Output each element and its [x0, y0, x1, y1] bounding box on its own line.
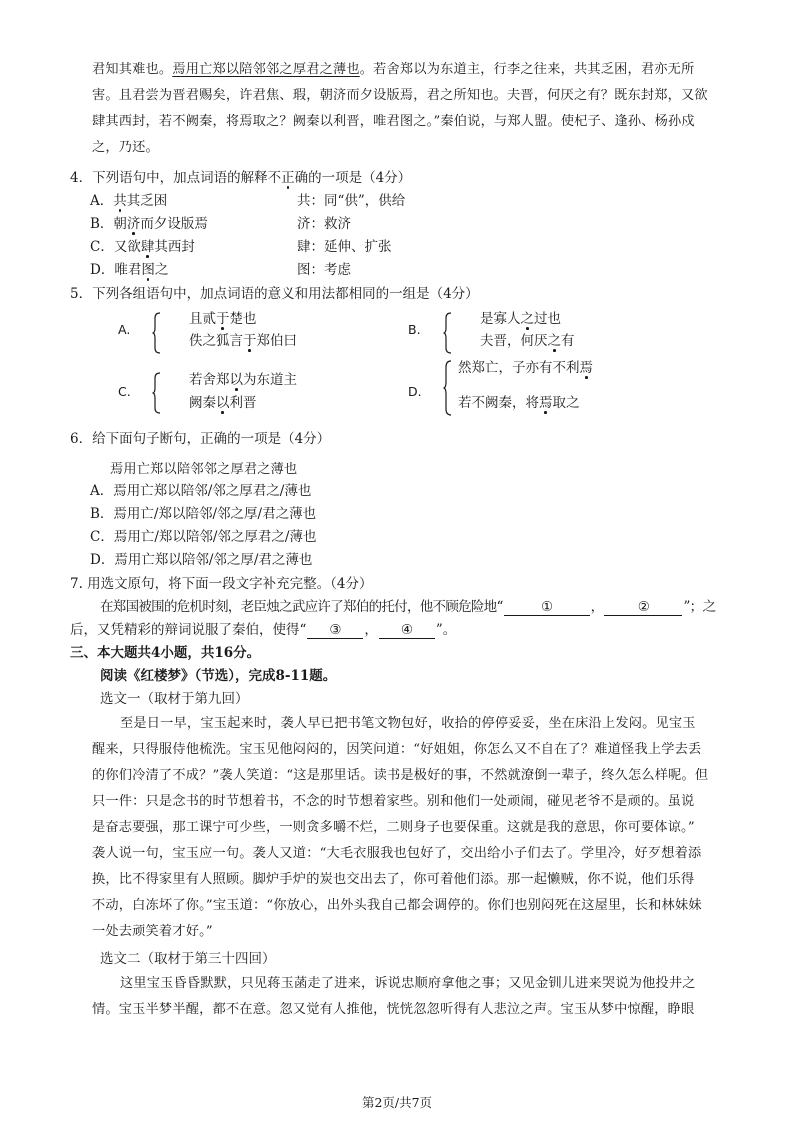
dotted-word: 之 — [547, 333, 561, 349]
dotted-word: 于 — [216, 311, 230, 327]
q7-text: 后，又凭精彩的辩词说服了秦伯，使得“ — [70, 622, 307, 638]
q4-option-a — [90, 191, 167, 211]
left-brace-icon — [152, 312, 160, 354]
passage-text: 。若舍郑以为东道主，行李之往来，共其乏困，君亦无所 — [359, 62, 695, 77]
q5-option-d-line1 — [458, 358, 593, 378]
q5-option-a-line2 — [189, 331, 297, 351]
answer-blank-3[interactable]: ③ — [307, 622, 363, 639]
option-text: 若不阙秦，将 — [458, 395, 539, 411]
answer-blank-2[interactable]: ② — [604, 599, 682, 616]
passage-text: 君知其难也。 — [92, 62, 173, 77]
option-text: 是寡人 — [480, 311, 521, 327]
dotted-word: 以 — [216, 395, 230, 411]
option-text: 之 — [154, 262, 169, 278]
underlined-sentence: 焉用亡郑以陪邻邻之厚君之薄也 — [172, 62, 360, 77]
q7-stem: 7. 用选文原句，将下面一段文字补充完整。（4分） — [70, 576, 373, 592]
selection1-line: 醒来，只得服侍他梳洗。宝玉见他闷闷的，因笑问道：“好姐姐，你怎么又不自在了？难道怪我上学去丢 — [92, 742, 702, 757]
q6-option-b: B．焉用亡/郑以陪邻/邻之厚/君之薄也 — [90, 506, 317, 522]
dotted-word: 焉 — [539, 395, 553, 411]
q4-option-a-explain: 共：同“供”，供给 — [297, 193, 406, 209]
option-text: 又欲 — [113, 239, 141, 255]
dotted-word: 以 — [229, 372, 243, 388]
q5-option-b-line2 — [480, 331, 575, 351]
selection2-line: 这里宝玉昏昏默默，只见蒋玉菡走了进来，诉说忠顺府拿他之事；又见金钏儿进来哭说为他投井之 — [120, 976, 696, 991]
q4-option-c-explain: 肆：延伸、扩张 — [297, 239, 392, 255]
q7-text: ， — [590, 599, 604, 615]
q4-stem — [70, 168, 411, 188]
q6-sentence: 焉用亡郑以陪邻邻之厚君之薄也 — [110, 462, 298, 477]
answer-blank-4[interactable]: ④ — [379, 622, 435, 639]
dotted-word: 共 — [113, 193, 127, 209]
option-text: 楚也 — [229, 311, 257, 327]
selection1-line: 袭人说一句，宝玉应一句。袭人又道：“大毛衣服我也包好了，交出给小子们去了。学里冷，好歹想着添 — [92, 846, 702, 861]
q6-option-c: C．焉用亡/郑以陪邻/邻之厚君之/薄也 — [90, 529, 317, 545]
option-text: 若舍郑 — [189, 372, 230, 388]
option-text: 唯君 — [114, 262, 142, 278]
passage1-line1 — [92, 60, 694, 80]
q6-option-d: D．焉用亡郑以陪邻/邻之厚/君之薄也 — [90, 552, 313, 568]
q5-option-b-letter: B. — [408, 322, 421, 337]
selection1-line: 是奋志要强，那工课宁可少些，一则贪多嚼不烂，二则身子也要保重。这就是我的意思，你可要体谅。” — [92, 820, 695, 835]
q7-text: ”。 — [435, 622, 457, 638]
q7-line2 — [70, 620, 456, 640]
option-text: 阙秦 — [189, 395, 216, 411]
selection1-line: 至是日一早，宝玉起来时，袭人早已把书笔文物包好，收拾的停停妥妥，坐在床沿上发闷。见宝玉 — [120, 716, 696, 731]
q4-stem-text: 4．下列语句中，加点词语的解释 — [70, 170, 268, 186]
q6-option-a: A．焉用亡郑以陪邻/邻之厚君之/薄也 — [90, 483, 312, 499]
selection1-line: 只一件：只是念书的时节想着书，不念的时节想着家些。别和他们一处顽闹，碰见老爷不是顽的。虽说 — [92, 794, 695, 809]
dotted-word: 之 — [520, 311, 534, 327]
dotted-word: 肆 — [140, 239, 155, 255]
option-text: 有 — [561, 333, 575, 349]
left-brace-icon — [152, 372, 160, 414]
q7-text: 在郑国被围的危机时刻，老臣烛之武应许了郑伯的托付，他不顾危险地“ — [100, 599, 503, 615]
option-text: 取之 — [552, 395, 580, 411]
option-text: 利晋 — [229, 395, 257, 411]
q5-option-d-letter: D. — [408, 384, 422, 399]
section3-reading-instruction: 阅读《红楼梦》（节选），完成8-11题。 — [100, 668, 337, 684]
q4-option-b-explain: 济：救济 — [297, 216, 351, 232]
dotted-word: 济 — [126, 216, 141, 232]
q5-option-b-line1 — [480, 309, 561, 329]
passage1-line2: 害。且君尝为晋君赐矣，许君焦、瑕，朝济而夕设版焉，君之所知也。夫晋，何厌之有？既东封郑，又欲 — [92, 88, 708, 103]
q5-option-d-line2 — [458, 393, 580, 413]
selection1-line: 的你们冷清了不成？”袭人笑道：“这是那里话。读书是极好的事，不然就潦倒一辈子，终久怎么样呢。但 — [92, 768, 709, 783]
left-brace-icon — [443, 312, 451, 354]
page-number: 第2页/共7页 — [361, 1095, 433, 1110]
option-text: 而夕设版焉 — [140, 216, 208, 232]
option-text: 然郑亡，子亦有不利 — [458, 360, 580, 376]
option-label: B． — [90, 216, 114, 232]
q5-option-c-letter: C. — [118, 384, 131, 399]
option-label: C． — [90, 239, 114, 255]
q4-stem-text: 的一项是（4分） — [308, 170, 412, 186]
option-text: 郑伯曰 — [256, 333, 297, 349]
q4-option-b — [90, 214, 208, 234]
q5-option-a-letter: A. — [118, 322, 131, 337]
option-text: 且贰 — [189, 311, 216, 327]
option-text: 夫晋，何厌 — [480, 333, 548, 349]
q5-option-c-line1 — [189, 370, 297, 390]
selection1-title: 选文一（取材于第九回） — [100, 691, 249, 707]
q4-stem-emphasis: 不正确 — [267, 170, 309, 186]
selection2-line: 情。宝玉半梦半醒，都不在意。忽又觉有人推他，恍恍忽忽听得有人悲泣之声。宝玉从梦中惊醒，睁眼 — [92, 1002, 695, 1017]
passage1-line4: 之，乃还。 — [92, 140, 159, 155]
selection1-line: 一处去顽笑着才好。” — [92, 924, 213, 939]
option-label: A． — [90, 193, 114, 209]
q5-option-c-line2 — [189, 393, 257, 413]
option-text: 为东道主 — [243, 372, 297, 388]
section3-title: 三、本大题共4小题，共16分。 — [70, 645, 261, 661]
selection2-title: 选文二（取材于第三十四回） — [100, 951, 276, 967]
option-text: 朝 — [113, 216, 127, 232]
selection1-line: 换，比不得家里有人照顾。脚炉手炉的炭也交出去了，你可着他们添。那一起懒贼，你不说，他们乐得 — [92, 872, 695, 887]
q4-option-d-explain: 图：考虑 — [297, 262, 351, 278]
q7-text: ”；之 — [683, 599, 716, 615]
option-text: 佚之狐言 — [189, 333, 243, 349]
selection1-line: 不动，白冻坏了你。”宝玉道：“你放心，出外头我自己都会调停的。你们也别闷死在这屋里，长和林妹妹 — [92, 898, 702, 913]
dotted-word: 图 — [141, 262, 155, 278]
passage1-line3: 肆其西封，若不阙秦，将焉取之？阙秦以利晋，唯君图之。”秦伯说，与郑人盟。使杞子、逢孙、杨孙戍 — [92, 114, 695, 129]
option-text: 过也 — [534, 311, 561, 327]
q7-text: ， — [364, 622, 378, 638]
q5-stem: 5．下列各组语句中，加点词语的意义和用法都相同的一组是（4分） — [70, 286, 479, 302]
answer-blank-1[interactable]: ① — [504, 599, 590, 616]
q7-line1 — [100, 597, 715, 617]
q4-option-d — [90, 260, 168, 280]
option-text: 其乏困 — [126, 193, 168, 209]
q6-stem: 6．给下面句子断句，正确的一项是（4分） — [70, 431, 331, 447]
q4-option-c — [90, 237, 195, 257]
dotted-word: 焉 — [579, 360, 593, 376]
left-brace-icon — [443, 360, 451, 416]
option-label: D． — [90, 262, 115, 278]
dotted-word: 于 — [243, 333, 257, 349]
q5-option-a-line1 — [189, 309, 257, 329]
option-text: 其西封 — [154, 239, 195, 255]
